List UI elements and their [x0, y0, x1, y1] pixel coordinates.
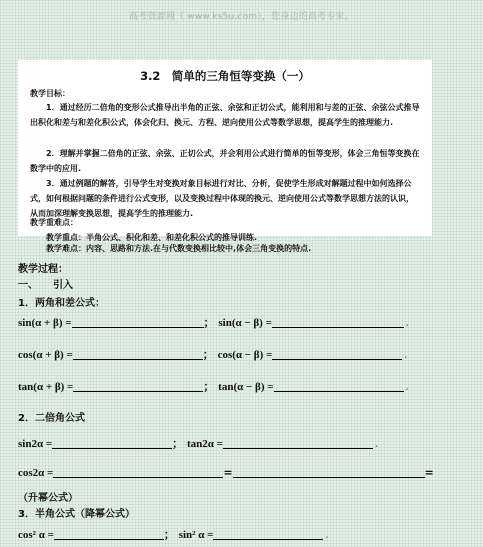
sin-sum-blank[interactable]: [72, 316, 204, 328]
tan2a-label: tan2α =: [186, 438, 223, 450]
separator: ；: [203, 316, 215, 329]
separator-period: .: [374, 440, 378, 449]
separator-period: .: [405, 319, 409, 328]
sin2a-blank[interactable]: [52, 437, 172, 449]
sin-diff-blank[interactable]: [272, 316, 404, 328]
tan-diff-label: tan(α − β) =: [218, 381, 274, 393]
formula-row-tan: [18, 378, 409, 394]
separator: ；: [172, 437, 184, 450]
cos-sum-label: cos(α + β) =: [18, 349, 73, 361]
formula-row-double-cos: [18, 466, 434, 479]
key-point: 教学重点：半角公式、积化和差、和差化积公式的推导训练.: [46, 233, 258, 242]
tan2a-blank[interactable]: [223, 437, 373, 449]
subheading-sum-diff: 1．两角和差公式：: [18, 298, 105, 309]
cos-diff-label: cos(α − β) =: [217, 349, 273, 361]
objectives-box: [18, 60, 432, 236]
separator: ；: [203, 380, 215, 393]
formula-row-sin: [18, 314, 409, 330]
sin-diff-label: sin(α − β) =: [218, 317, 272, 329]
cos2a-label: cos2α =: [18, 467, 54, 479]
separator: ；: [163, 528, 175, 541]
formula-row-half: [18, 526, 328, 542]
objectives-heading: 教学目标：: [30, 89, 70, 98]
cos-sum-blank[interactable]: [73, 348, 203, 360]
separator-period: .: [404, 351, 408, 360]
cos-sq-label: cos² α =: [18, 529, 54, 541]
focus-heading: 教学重难点：: [30, 218, 78, 227]
cos-diff-blank[interactable]: [272, 348, 402, 360]
page-title: 3.2 简单的三角恒等变换（一）: [140, 69, 310, 83]
sin2a-label: sin2α =: [18, 438, 53, 450]
formula-row-cos: [18, 346, 407, 362]
section-intro: 一、 引入: [18, 280, 73, 291]
equals: =: [424, 466, 434, 479]
equals: =: [223, 466, 233, 479]
cos2a-blank-1[interactable]: [53, 466, 223, 478]
watermark: 高考资源网（ www.ks5u.com），您身边的高考专家。: [129, 12, 354, 22]
tan-sum-label: tan(α + β) =: [18, 381, 74, 393]
difficulty: 教学难点：内容、思路和方法.在与代数变换相比较中,体会三角变换的特点.: [46, 244, 312, 253]
sin-sum-label: sin(α + β) =: [18, 317, 72, 329]
objective-item-3: 3．通过例题的解答，引导学生对变换对象目标进行对比、分析，促使学生形成对解题过程中如何选择公式，如何根据问题的条件进行公式变形，以及变换过程中体现的换元、逆向使用公式等数学思想方法的认识，从而加深理解变换思想，提高学生的推理能力.: [30, 179, 414, 218]
separator-period: .: [325, 531, 329, 540]
sin-sq-blank[interactable]: [213, 528, 323, 540]
cos-sq-blank[interactable]: [54, 528, 164, 540]
subheading-double-angle: 2．二倍角公式: [18, 413, 85, 424]
cos2a-blank-2[interactable]: [233, 466, 425, 478]
tan-sum-blank[interactable]: [73, 380, 203, 392]
sin-sq-label: sin² α =: [178, 529, 214, 541]
separator-period: .: [405, 383, 409, 392]
upgrade-note: （升幂公式）: [18, 493, 78, 504]
separator: ；: [202, 348, 214, 361]
objective-item-2: 2．理解并掌握二倍角的正弦、余弦、正切公式，并会利用公式进行简单的恒等变形，体会三角恒等变换在数学中的应用.: [30, 149, 420, 173]
process-heading: 教学过程：: [18, 264, 68, 275]
objective-item-1: 1．通过经历二倍角的变形公式推导出半角的正弦、余弦和正切公式，能利用和与差的正弦、余弦公式推导出积化和差与和差化积公式，体会化归、换元、方程、逆向使用公式等数学思想，提高学生的推理能力.: [30, 103, 420, 127]
formula-row-double-sin-tan: [18, 435, 378, 451]
tan-diff-blank[interactable]: [274, 380, 404, 392]
subheading-half-angle: 3．半角公式（降幂公式）: [18, 509, 135, 520]
